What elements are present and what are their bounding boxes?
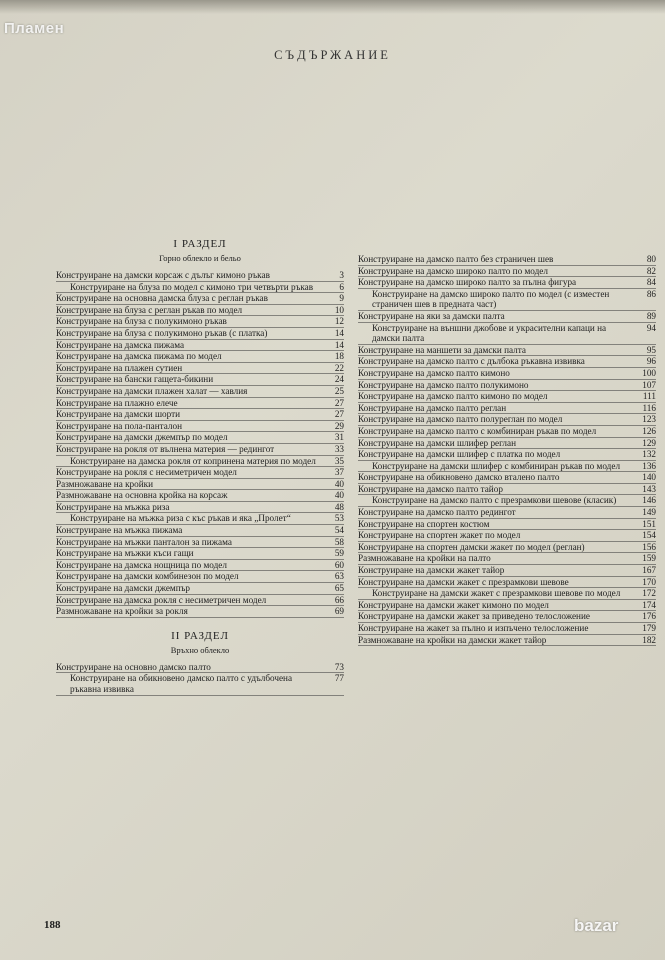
section-heading: II РАЗДЕЛ [171,629,229,642]
toc-entry [358,507,656,519]
toc-entry-page: 89 [646,310,656,321]
toc-entry [358,391,656,403]
toc-entry-page: 35 [334,455,344,466]
toc-entry-title: Размножаване на кройки за рокля [56,606,188,617]
toc-entry-page: 100 [642,367,656,378]
toc-entry [358,311,656,323]
toc-entry [56,351,344,363]
section-subtitle: Връхно облекло [170,644,230,655]
toc-entry [358,449,656,461]
watermark: Пламен [4,20,65,37]
toc-entry-page: 3 [339,270,344,280]
toc-entry-title: Конструиране на дамски комбинезон по модел [56,571,239,582]
toc-entry-title: Конструиране на дамско палто реглан [358,402,507,413]
toc-entry-page: 107 [642,379,656,390]
toc-entry-title: Конструиране на пола-панталон [56,420,183,431]
toc-entry [56,606,344,618]
toc-entry-page: 77 [334,673,344,684]
toc-entry-page: 22 [334,362,344,373]
toc-entry [358,635,656,647]
toc-entry-title: Конструиране на основна дамска блуза с реглан ръкав [56,293,268,304]
toc-entry-page: 14 [334,327,344,338]
toc-entry-page: 129 [642,437,656,448]
toc-entry [358,266,656,278]
toc-entry-page: 27 [334,409,344,420]
toc-entry-page: 37 [334,467,344,478]
toc-entry-page: 123 [642,414,656,425]
toc-entry-page: 40 [334,478,344,489]
toc-entry-title: Конструиране на бански гащета-бикини [56,374,214,385]
toc-entry-title: Конструиране на блуза с полукимоно ръкав (с платка) [56,327,268,338]
toc-entry-page: 95 [646,344,656,355]
toc-entry-title: Конструиране на дамско палто кимоно [358,367,510,378]
toc-entry-title: Конструиране на дамски жакет за приведено телосложение [358,611,590,622]
toc-entry [358,289,656,311]
toc-entry [358,426,656,438]
toc-entry-title: Конструиране на дамско палто полукимоно [358,379,529,390]
toc-entry [56,328,344,340]
toc-entry-page: 111 [642,391,656,402]
toc-entry-title: Конструиране на дамски джемпър [56,583,190,594]
toc-entry-title: Конструиране на рокля с несиметричен модел [56,467,237,478]
toc-entry [358,254,656,266]
toc-entry [56,340,344,352]
toc-entry [56,270,344,282]
toc-entry-page: 14 [334,339,344,350]
toc-entry [56,305,344,317]
toc-entry-title: Конструиране на спортен дамски жакет по модел (реглан) [358,541,585,552]
toc-entry-page: 172 [642,588,656,599]
toc-entry-page: 69 [334,606,344,617]
toc-entry [358,356,656,368]
toc-entry-page: 143 [642,483,656,494]
toc-entry-page: 182 [642,634,656,645]
toc-entry-title: Конструиране на яки за дамски палта [358,310,505,321]
toc-entry-title: Конструиране на дамски шлифер с комбиниран ръкав по модел [372,460,621,471]
toc-entry [56,444,344,456]
toc-entry-page: 40 [334,490,344,501]
toc-entry-title: Конструиране на мъжки къси гащи [56,548,194,559]
toc-entry-title: Конструиране на жакет за пълно и изпъчено телосложение [358,623,589,633]
toc-entry-title: Конструиране на дамско широко палто за пълна фигура [358,277,577,288]
page-number: 188 [44,919,61,931]
toc-entry-title: Конструиране на дамско палто с дълбока ръкавна извивка [358,356,585,367]
toc-entry-page: 82 [646,265,656,276]
toc-entry [358,623,656,635]
toc-entry [358,600,656,612]
toc-entry [56,525,344,537]
toc-entry-title: Конструиране на мъжка риза с къс ръкав и яка „Пролет“ [70,513,291,524]
toc-entry-page: 65 [334,583,344,594]
toc-entry-title: Конструиране на дамска пижама [56,339,185,350]
toc-entry-page: 58 [334,536,344,547]
toc-entry-title: Конструиране на основно дамско палто [56,661,211,672]
toc-entry [56,316,344,328]
toc-entry-page: 24 [334,374,344,385]
toc-entry [358,484,656,496]
toc-entry-title: Конструиране на блуза с реглан ръкав по модел [56,304,243,315]
toc-entry-title: Конструиране на обикновено дамско вталено палто [358,472,560,483]
toc-entry-page: 9 [339,293,344,304]
toc-entry-page: 146 [642,495,656,506]
toc-list-section2 [56,662,344,696]
toc-entry-title: Конструиране на дамски корсаж с дълъг кимоно ръкав [56,270,270,280]
toc-entry [358,577,656,589]
toc-entry [56,490,344,502]
toc-entry [358,461,656,473]
toc-entry-page: 18 [334,351,344,362]
toc-entry-title: Конструиране на рокля от вълнена материя — редингот [56,443,275,454]
toc-entry-title: Конструиране на мъжки панталон за пижама [56,536,232,547]
section-heading: I РАЗДЕЛ [173,238,227,250]
toc-entry [56,560,344,572]
toc-entry-page: 29 [334,420,344,431]
toc-entry-page: 96 [646,356,656,367]
toc-entry-title: Конструиране на блуза с полукимоно ръкав [56,316,227,327]
toc-entry-page: 149 [642,507,656,518]
toc-entry-page: 59 [334,548,344,559]
toc-entry-page: 48 [334,501,344,512]
toc-entry-title: Конструиране на плажно елече [56,397,178,408]
toc-entry-title: Конструиране на външни джобове и украсителни капаци на дамски палта [372,322,607,344]
toc-entry-title: Конструиране на дамско палто тайор [358,483,503,494]
page-title: СЪДЪРЖАНИЕ [274,48,391,62]
toc-entry-title: Конструиране на дамска пижама по модел [56,351,222,362]
toc-entry-title: Конструиране на дамско палто кимоно по модел [358,391,548,402]
toc-entry-page: 179 [642,623,656,633]
toc-entry [358,380,656,392]
toc-entry [358,495,656,507]
toc-entry-page: 174 [642,599,656,610]
toc-entry-title: Конструиране на спортен жакет по модел [358,530,521,541]
toc-entry-page: 151 [642,518,656,529]
toc-entry-title: Конструиране на дамско палто с комбиниран ръкав по модел [358,425,597,436]
toc-entry-title: Конструиране на дамско палто редингот [358,507,516,518]
toc-entry [56,409,344,421]
toc-entry-title: Конструиране на дамско широко палто по модел (с изместен страничен шев в предната част) [372,288,610,310]
toc-entry [358,530,656,542]
toc-entry-title: Размножаване на кройки [56,478,154,489]
toc-entry-title: Конструиране на дамски шорти [56,409,181,420]
toc-right-column [358,254,656,646]
toc-entry [56,548,344,560]
toc-entry-title: Конструиране на дамска рокля с несиметричен модел [56,594,267,605]
toc-entry-page: 80 [646,254,656,264]
toc-entry [56,398,344,410]
toc-entry-title: Конструиране на дамски жакет кимоно по модел [358,599,549,610]
toc-entry-title: Конструиране на дамско палто полуреглан по модел [358,414,563,425]
toc-entry-page: 126 [642,425,656,436]
toc-entry-title: Конструиране на дамски жакет с презрамкови шевове [358,576,569,587]
toc-entry [56,363,344,375]
toc-entry [56,537,344,549]
toc-entry-page: 154 [642,530,656,541]
toc-entry [56,513,344,525]
toc-entry-page: 176 [642,611,656,622]
toc-entry-title: Конструиране на маншети за дамски палта [358,344,526,355]
toc-entry-page: 33 [334,443,344,454]
toc-entry [56,595,344,607]
toc-entry [56,502,344,514]
toc-entry-page: 54 [334,525,344,536]
toc-entry-page: 170 [642,576,656,587]
toc-entry-page: 73 [334,661,344,672]
toc-entry-page: 31 [334,432,344,443]
toc-entry-page: 6 [339,281,344,292]
toc-entry [56,673,344,695]
toc-entry [56,386,344,398]
toc-entry [56,374,344,386]
toc-entry-title: Конструиране на дамско широко палто по модел [358,265,548,276]
toc-entry-page: 10 [334,304,344,315]
toc-entry-title: Конструиране на дамски шлифер реглан [358,437,516,448]
toc-entry-page: 136 [642,460,656,471]
toc-entry-title: Конструиране на обикновено дамско палто с удълбочена ръкавна извивка [70,673,293,694]
toc-entry-title: Конструиране на дамски джемпър по модел [56,432,228,443]
toc-entry-title: Конструиране на дамски плажен халат — хавлия [56,385,248,396]
toc-entry [358,414,656,426]
toc-entry-title: Конструиране на дамски жакет тайор [358,565,505,576]
toc-entry [56,456,344,468]
toc-left-column [56,238,344,696]
corner-logo: bazar [574,916,619,935]
toc-entry [358,588,656,600]
toc-entry-page: 167 [642,565,656,576]
toc-entry [358,277,656,289]
toc-entry-page: 25 [334,385,344,396]
toc-entry-page: 66 [334,594,344,605]
toc-entry [56,282,344,294]
toc-entry-page: 86 [646,288,656,299]
toc-entry-title: Конструиране на спортен костюм [358,518,490,529]
toc-entry-title: Конструиране на дамска нощница по модел [56,559,227,570]
toc-entry [358,345,656,357]
toc-entry-page: 140 [642,472,656,483]
toc-entry [358,323,656,345]
toc-entry-page: 12 [334,316,344,327]
page-edge-shadow [0,0,665,14]
toc-entry [56,571,344,583]
toc-entry-title: Размножаване на кройки на палто [358,553,491,564]
toc-entry [358,403,656,415]
toc-entry [56,432,344,444]
toc-entry [358,472,656,484]
toc-entry-page: 94 [646,322,656,333]
toc-entry [358,553,656,565]
toc-entry [56,479,344,491]
toc-entry-page: 156 [642,541,656,552]
toc-entry-title: Размножаване на кройки на дамски жакет тайор [358,634,547,645]
toc-entry-title: Конструиране на плажен сутиен [56,362,183,373]
toc-entry [56,467,344,479]
toc-entry [56,421,344,433]
toc-entry-page: 63 [334,571,344,582]
toc-entry [56,583,344,595]
toc-entry [358,542,656,554]
toc-entry-title: Конструиране на дамски шлифер с платка по модел [358,449,561,460]
toc-entry-title: Конструиране на дамски жакет с презрамкови шевове по модел [372,588,621,599]
toc-entry [358,438,656,450]
toc-entry-page: 116 [642,402,656,413]
toc-entry-title: Конструиране на дамска рокля от копринена материя по модел [70,455,316,466]
toc-entry-page: 53 [334,513,344,524]
toc-entry-page: 60 [334,559,344,570]
toc-entry-title: Конструиране на дамско палто с презрамкови шевове (класик) [372,495,617,506]
toc-entry [56,293,344,305]
toc-entry-page: 84 [646,277,656,288]
toc-entry-title: Размножаване на основна кройка на корсаж [56,490,228,501]
toc-entry [358,519,656,531]
toc-entry-page: 132 [642,449,656,460]
toc-entry [358,611,656,623]
toc-entry-title: Конструиране на мъжка риза [56,501,170,512]
toc-entry-page: 159 [642,553,656,564]
toc-entry-title: Конструиране на мъжка пижама [56,525,183,536]
section-subtitle: Горно облекло и бельо [159,253,241,263]
toc-entry-page: 27 [334,397,344,408]
toc-entry-title: Конструиране на блуза по модел с кимоно три четвърти ръкав [70,281,314,292]
toc-entry [358,368,656,380]
toc-list-section1 [56,270,344,618]
toc-list-section2-continued [358,254,656,646]
toc-entry [56,662,344,674]
toc-entry [358,565,656,577]
toc-entry-title: Конструиране на дамско палто без страничен шев [358,254,554,264]
